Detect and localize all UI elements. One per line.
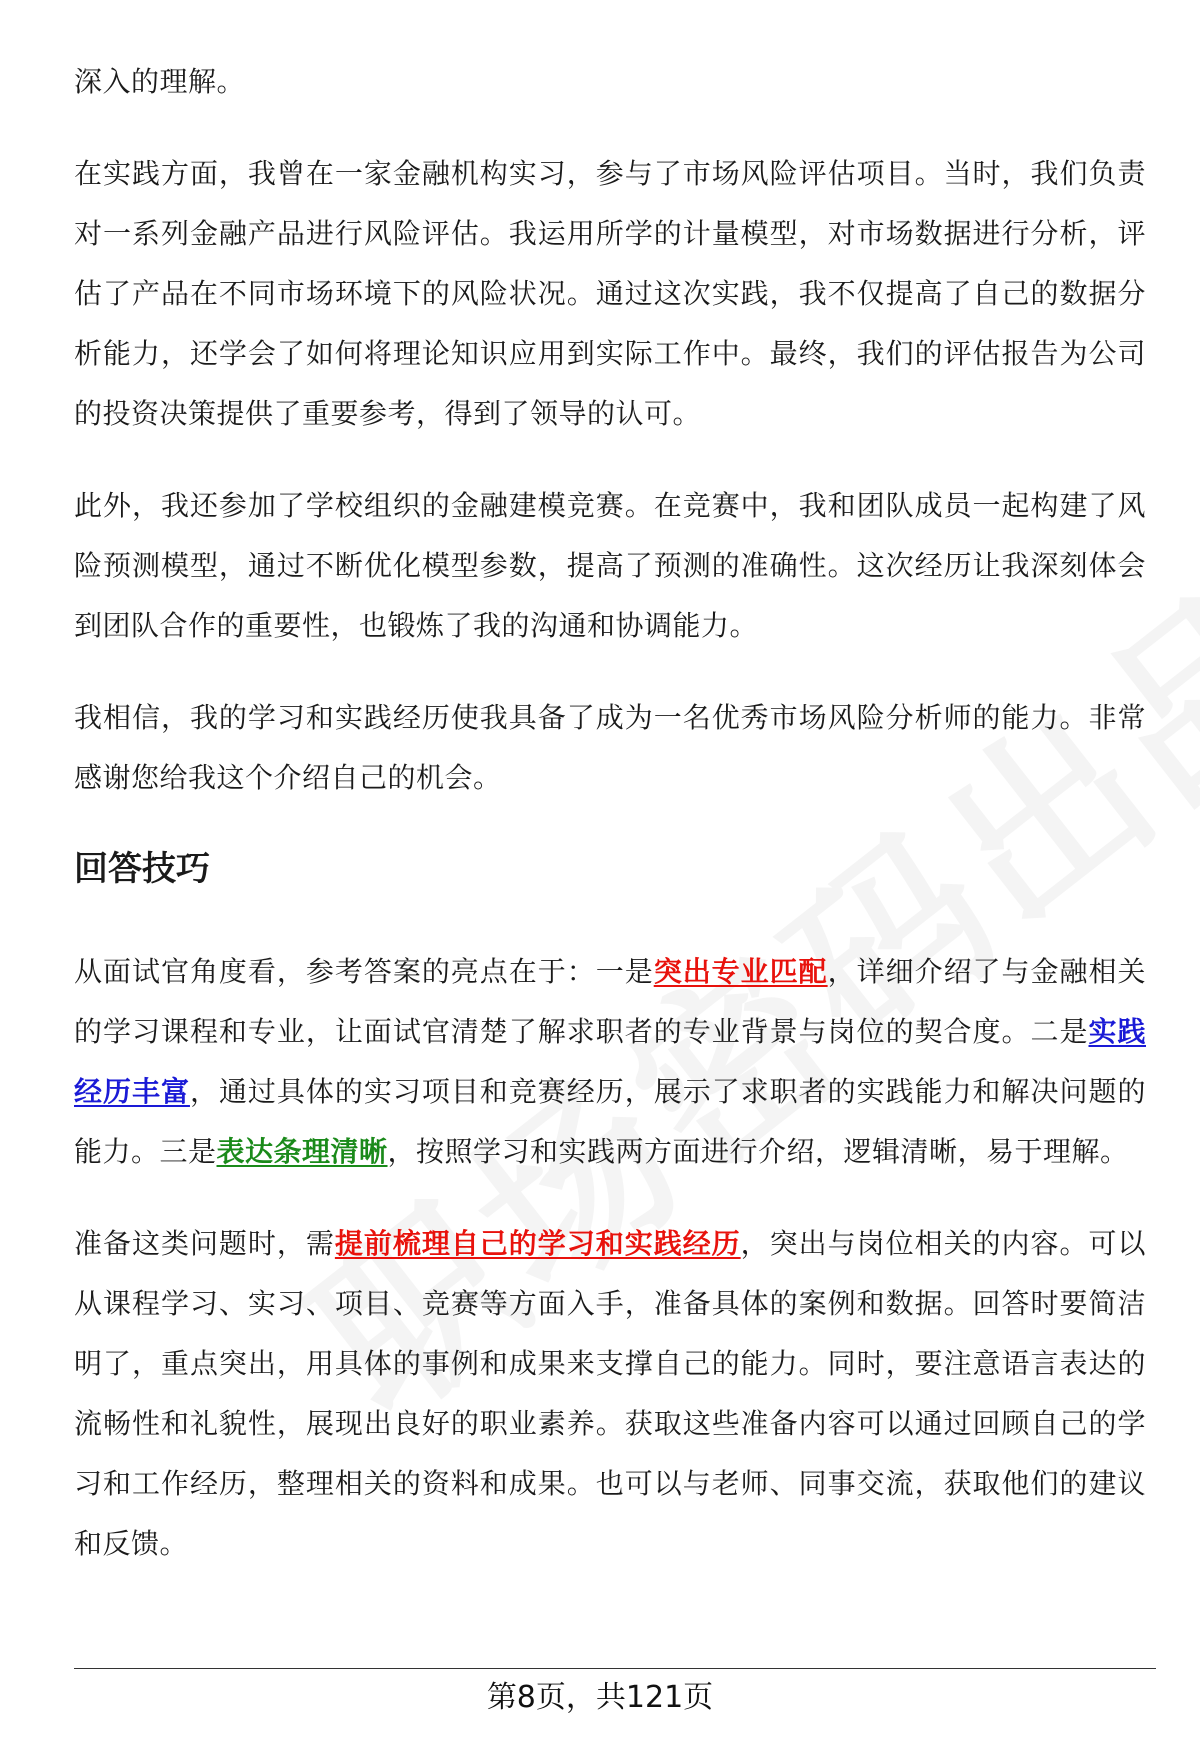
text-segment: ，按照学习和实践两方面进行介绍，逻辑清晰，易于理解。 [387, 1135, 1129, 1168]
text-segment: 准备这类问题时，需 [74, 1227, 335, 1260]
footer-divider [74, 1668, 1156, 1669]
text-segment: ，通过具体的实习项目和竞赛经历，展示了求职者的实践能力和解决问题的能力。三是 [74, 1075, 1146, 1168]
section-title-tips: 回答技巧 [74, 849, 210, 889]
text-segment: ，突出与岗位相关的内容。可以从课程学习、实习、项目、竞赛等方面入手，准备具体的案例和数据。回答时要简洁明了，重点突出，用具体的事例和成果来支撑自己的能力。同时，要注意语言表达的流畅性和礼貌性，展现出良好的职业素养。获取这些准备内容可以通过回顾自己的学习和工作经历，整理相关的资料和成果。也可以与老师、同事交流，获取他们的建议和反馈。 [74, 1227, 1146, 1560]
paragraph-tips-highlights [74, 942, 1146, 1182]
highlight-rich-experience: 实践经历丰富 [74, 1015, 1146, 1108]
paragraph-tips-preparation [74, 1214, 1146, 1574]
page-number: 第8页，共121页 [486, 1680, 714, 1715]
highlight-prepare-experience: 提前梳理自己的学习和实践经历 [334, 1227, 741, 1260]
paragraph-intro-end: 深入的理解。 [74, 65, 246, 98]
document-page [74, 52, 1146, 1606]
text-segment: 从面试官角度看，参考答案的亮点在于：一是 [74, 955, 654, 988]
paragraph-practice: 在实践方面，我曾在一家金融机构实习，参与了市场风险评估项目。当时，我们负责对一系列金融产品进行风险评估。我运用所学的计量模型，对市场数据进行分析，评估了产品在不同市场环境下的风险状况。通过这次实践，我不仅提高了自己的数据分析能力，还学会了如何将理论知识应用到实际工作中。最终，我们的评估报告为公司的投资决策提供了重要参考，得到了领导的认可。 [74, 157, 1146, 430]
highlight-clear-expression: 表达条理清晰 [216, 1135, 388, 1168]
paragraph-conclusion: 我相信，我的学习和实践经历使我具备了成为一名优秀市场风险分析师的能力。非常感谢您给我这个介绍自己的机会。 [74, 701, 1146, 794]
highlight-professional-match: 突出专业匹配 [653, 955, 828, 988]
text-segment: ，详细介绍了与金融相关的学习课程和专业，让面试官清楚了解求职者的专业背景与岗位的契合度。二是 [74, 955, 1146, 1048]
paragraph-competition: 此外，我还参加了学校组织的金融建模竞赛。在竞赛中，我和团队成员一起构建了风险预测模型，通过不断优化模型参数，提高了预测的准确性。这次经历让我深刻体会到团队合作的重要性，也锻炼了我的沟通和协调能力。 [74, 489, 1146, 642]
